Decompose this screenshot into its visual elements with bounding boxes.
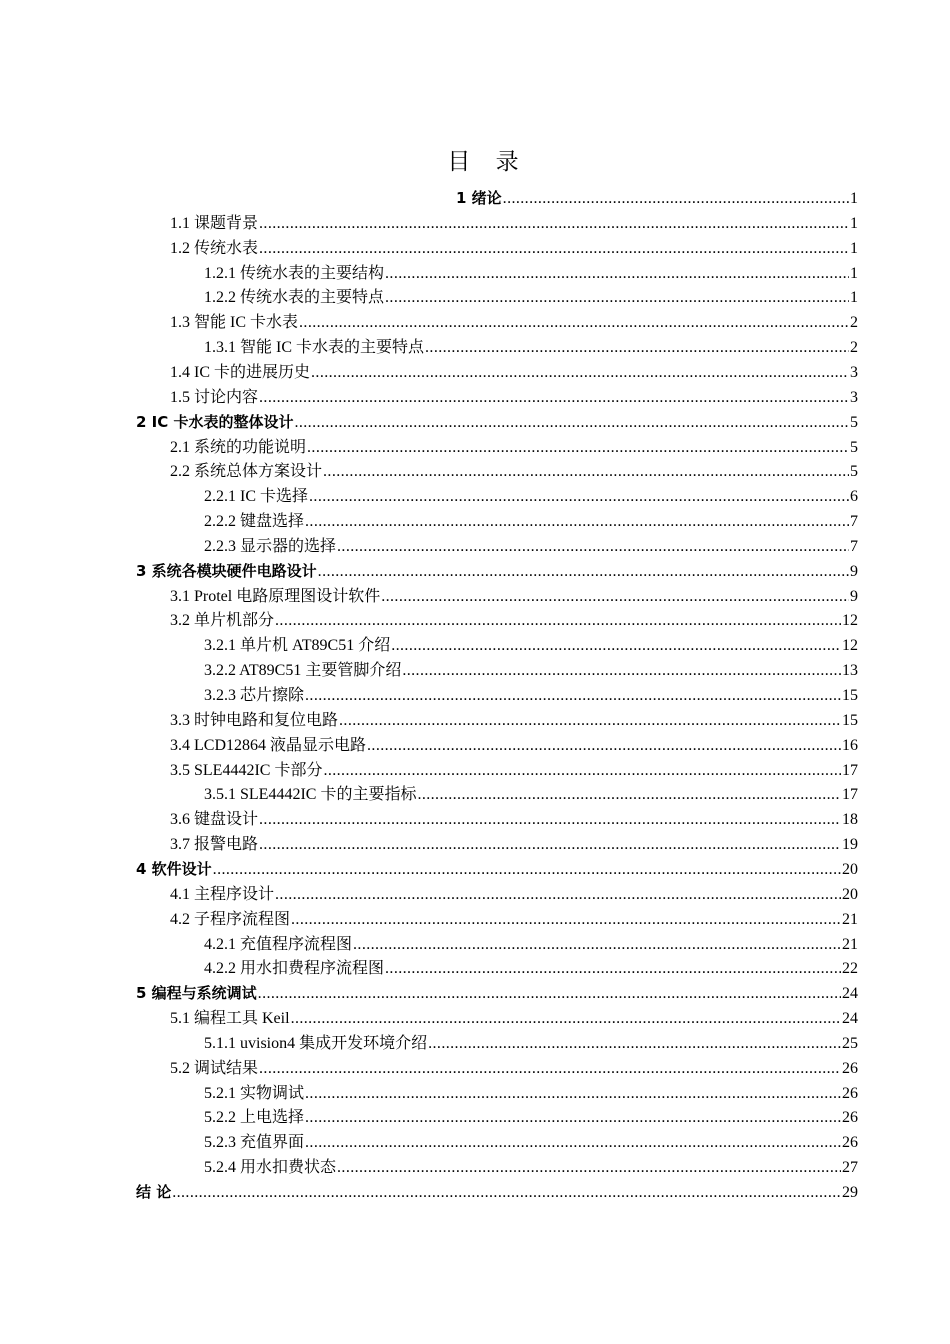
- toc-dot-leader: [275, 608, 841, 633]
- toc-entry[interactable]: [204, 484, 858, 509]
- toc-entry-page-number: 26: [842, 1085, 858, 1102]
- toc-dot-leader: [311, 360, 849, 385]
- toc-entry[interactable]: [204, 335, 858, 360]
- toc-entry[interactable]: [170, 459, 858, 484]
- toc-entry-label: 5.2.1 实物调试: [204, 1085, 305, 1102]
- toc-entry[interactable]: [170, 236, 858, 261]
- toc-dot-leader: [385, 285, 849, 310]
- toc-entry[interactable]: [204, 1031, 858, 1056]
- toc-entry-label: 1.2.1 传统水表的主要结构: [204, 265, 385, 282]
- toc-entry[interactable]: [170, 1056, 858, 1081]
- toc-dot-leader: [291, 1006, 841, 1031]
- toc-entry-label: 4 软件设计: [136, 860, 212, 878]
- toc-dot-leader: [428, 1031, 841, 1056]
- toc-entry[interactable]: [170, 608, 858, 633]
- toc-dot-leader: [259, 1056, 841, 1081]
- toc-entry-page-number: 2: [850, 339, 858, 356]
- toc-entry[interactable]: [136, 857, 858, 882]
- toc-entry-page-number: 1: [850, 289, 858, 306]
- toc-entry[interactable]: [204, 658, 858, 683]
- toc-entry-label: 3.2.1 单片机 AT89C51 介绍: [204, 637, 391, 654]
- toc-entry-label: 5.2 调试结果: [170, 1060, 259, 1077]
- toc-entry-label: 1.4 IC 卡的进展历史: [170, 364, 311, 381]
- toc-entry-label: 5.1.1 uvision4 集成开发环境介绍: [204, 1035, 428, 1052]
- toc-entry-label: 1.1 课题背景: [170, 215, 259, 232]
- toc-dot-leader: [172, 1180, 841, 1205]
- toc-entry-page-number: 5: [850, 439, 858, 456]
- toc-entry-page-number: 21: [842, 911, 858, 928]
- toc-entry-page-number: 20: [842, 861, 858, 878]
- toc-dot-leader: [275, 882, 841, 907]
- toc-dot-leader: [305, 1130, 841, 1155]
- toc-entry-page-number: 9: [850, 588, 858, 605]
- toc-entry-label: 1 绪论: [456, 189, 502, 207]
- toc-dot-leader: [323, 758, 841, 783]
- toc-entry[interactable]: [204, 534, 858, 559]
- toc-dot-leader: [291, 907, 841, 932]
- toc-entry[interactable]: [204, 1081, 858, 1106]
- toc-entry-page-number: 15: [842, 687, 858, 704]
- toc-entry-page-number: 18: [842, 811, 858, 828]
- toc-entry[interactable]: [170, 1006, 858, 1031]
- toc-dot-leader: [402, 658, 841, 683]
- toc-dot-leader: [305, 1081, 841, 1106]
- toc-entry-label: 5 编程与系统调试: [136, 984, 257, 1002]
- toc-entry-page-number: 16: [842, 737, 858, 754]
- toc-entry-page-number: 3: [850, 364, 858, 381]
- toc-entry-page-number: 5: [850, 414, 858, 431]
- toc-entry[interactable]: [136, 981, 858, 1006]
- toc-entry-label: 1.5 讨论内容: [170, 389, 259, 406]
- toc-entry-label: 2.2.3 显示器的选择: [204, 538, 337, 555]
- toc-entry-page-number: 2: [850, 314, 858, 331]
- toc-dot-leader: [318, 559, 849, 584]
- toc-entry[interactable]: [204, 1105, 858, 1130]
- toc-dot-leader: [425, 335, 849, 360]
- toc-entry[interactable]: [170, 584, 858, 609]
- toc-entry-label: 4.2.1 充值程序流程图: [204, 936, 353, 953]
- toc-dot-leader: [305, 683, 841, 708]
- toc-entry[interactable]: [204, 285, 858, 310]
- toc-dot-leader: [337, 534, 849, 559]
- toc-entry-page-number: 7: [850, 513, 858, 530]
- toc-entry-label: 3.5 SLE4442IC 卡部分: [170, 762, 323, 779]
- toc-dot-leader: [259, 211, 849, 236]
- toc-dot-leader: [337, 1155, 841, 1180]
- toc-dot-leader: [307, 435, 849, 460]
- toc-entry-page-number: 5: [850, 463, 858, 480]
- toc-entry[interactable]: [170, 733, 858, 758]
- toc-entry-label: 3.4 LCD12864 液晶显示电路: [170, 737, 367, 754]
- toc-entry-page-number: 12: [842, 612, 858, 629]
- toc-entry-label: 4.1 主程序设计: [170, 886, 275, 903]
- toc-entry-label: 3.1 Protel 电路原理图设计软件: [170, 588, 381, 605]
- toc-entry-label: 3 系统各模块硬件电路设计: [136, 562, 317, 580]
- toc-entry-page-number: 19: [842, 836, 858, 853]
- toc-dot-leader: [323, 459, 849, 484]
- toc-entry-page-number: 1: [850, 240, 858, 257]
- toc-entry[interactable]: [204, 956, 858, 981]
- toc-entry-label: 5.2.2 上电选择: [204, 1109, 305, 1126]
- toc-dot-leader: [385, 956, 841, 981]
- toc-dot-leader: [259, 807, 841, 832]
- toc-entry-label: 4.2 子程序流程图: [170, 911, 291, 928]
- toc-entry-label: 3.2.3 芯片擦除: [204, 687, 305, 704]
- toc-dot-leader: [339, 708, 841, 733]
- toc-entry-page-number: 25: [842, 1035, 858, 1052]
- toc-entry[interactable]: [204, 633, 858, 658]
- toc-entry-page-number: 24: [842, 985, 858, 1002]
- toc-entry-label: 3.2 单片机部分: [170, 612, 275, 629]
- toc-entry-page-number: 3: [850, 389, 858, 406]
- page-title: 目 录: [447, 149, 528, 175]
- toc-entry-page-number: 12: [842, 637, 858, 654]
- toc-entry[interactable]: [170, 807, 858, 832]
- toc-entry-label: 1.2.2 传统水表的主要特点: [204, 289, 385, 306]
- toc-entry-label: 2 IC 卡水表的整体设计: [136, 413, 294, 431]
- toc-dot-leader: [391, 633, 841, 658]
- toc-entry-label: 3.3 时钟电路和复位电路: [170, 712, 339, 729]
- toc-dot-leader: [213, 857, 841, 882]
- toc-entry-page-number: 15: [842, 712, 858, 729]
- toc-entry[interactable]: [170, 211, 858, 236]
- toc-entry[interactable]: [170, 360, 858, 385]
- toc-dot-leader: [417, 782, 841, 807]
- toc-dot-leader: [305, 509, 849, 534]
- toc-entry-label: 结 论: [136, 1183, 172, 1201]
- toc-dot-leader: [258, 981, 841, 1006]
- toc-entry[interactable]: [204, 509, 858, 534]
- toc-entry-label: 2.1 系统的功能说明: [170, 439, 307, 456]
- toc-entry-label: 5.2.3 充值界面: [204, 1134, 305, 1151]
- toc-entry[interactable]: [456, 186, 858, 211]
- toc-entry[interactable]: [170, 385, 858, 410]
- toc-entry-page-number: 26: [842, 1060, 858, 1077]
- toc-entry-page-number: 24: [842, 1010, 858, 1027]
- toc-entry-page-number: 26: [842, 1109, 858, 1126]
- toc-entry-label: 1.2 传统水表: [170, 240, 259, 257]
- toc-entry[interactable]: [204, 932, 858, 957]
- toc-entry-label: 3.6 键盘设计: [170, 811, 259, 828]
- toc-entry[interactable]: [204, 782, 858, 807]
- toc-entry-page-number: 17: [842, 762, 858, 779]
- toc-entry-label: 3.5.1 SLE4442IC 卡的主要指标: [204, 786, 417, 803]
- toc-dot-leader: [299, 310, 849, 335]
- toc-entry-label: 2.2.1 IC 卡选择: [204, 488, 309, 505]
- toc-entry[interactable]: [170, 708, 858, 733]
- toc-entry-label: 3.2.2 AT89C51 主要管脚介绍: [204, 662, 402, 679]
- toc-entry-page-number: 26: [842, 1134, 858, 1151]
- toc-entry-page-number: 1: [850, 190, 858, 207]
- toc-entry[interactable]: [170, 882, 858, 907]
- toc-entry[interactable]: [170, 758, 858, 783]
- toc-entry-page-number: 20: [842, 886, 858, 903]
- toc-entry[interactable]: [170, 907, 858, 932]
- toc-entry-label: 4.2.2 用水扣费程序流程图: [204, 960, 385, 977]
- toc-dot-leader: [385, 261, 849, 286]
- toc-entry-label: 2.2.2 键盘选择: [204, 513, 305, 530]
- toc-dot-leader: [367, 733, 841, 758]
- toc-entry[interactable]: [170, 310, 858, 335]
- toc-entry-label: 1.3 智能 IC 卡水表: [170, 314, 299, 331]
- toc-dot-leader: [309, 484, 849, 509]
- toc-dot-leader: [259, 236, 849, 261]
- toc-dot-leader: [294, 410, 849, 435]
- toc-dot-leader: [381, 584, 849, 609]
- toc-entry[interactable]: [204, 683, 858, 708]
- toc-entry-page-number: 29: [842, 1184, 858, 1201]
- toc-entry-page-number: 7: [850, 538, 858, 555]
- toc-entry-label: 3.7 报警电路: [170, 836, 259, 853]
- toc-entry[interactable]: [170, 832, 858, 857]
- toc-entry[interactable]: [170, 435, 858, 460]
- toc-entry-label: 5.2.4 用水扣费状态: [204, 1159, 337, 1176]
- toc-entry-label: 1.3.1 智能 IC 卡水表的主要特点: [204, 339, 425, 356]
- toc-entry[interactable]: [136, 559, 858, 584]
- toc-dot-leader: [259, 385, 849, 410]
- toc-entry-page-number: 21: [842, 936, 858, 953]
- toc-entry-page-number: 9: [850, 563, 858, 580]
- toc-entry-page-number: 1: [850, 265, 858, 282]
- toc-dot-leader: [259, 832, 841, 857]
- toc-entry[interactable]: [136, 410, 858, 435]
- toc-dot-leader: [305, 1105, 841, 1130]
- toc-entry-label: 2.2 系统总体方案设计: [170, 463, 323, 480]
- toc-entry[interactable]: [204, 1155, 858, 1180]
- toc-entry-page-number: 1: [850, 215, 858, 232]
- toc-dot-leader: [353, 932, 841, 957]
- toc-entry[interactable]: [204, 261, 858, 286]
- toc-entry-page-number: 17: [842, 786, 858, 803]
- toc-dot-leader: [503, 186, 849, 211]
- toc-entry[interactable]: [136, 1180, 858, 1205]
- toc-entry-page-number: 6: [850, 488, 858, 505]
- toc-entry-page-number: 22: [842, 960, 858, 977]
- toc-entry-label: 5.1 编程工具 Keil: [170, 1010, 290, 1027]
- toc-entry-page-number: 13: [842, 662, 858, 679]
- toc-entry-page-number: 27: [842, 1159, 858, 1176]
- toc-entry[interactable]: [204, 1130, 858, 1155]
